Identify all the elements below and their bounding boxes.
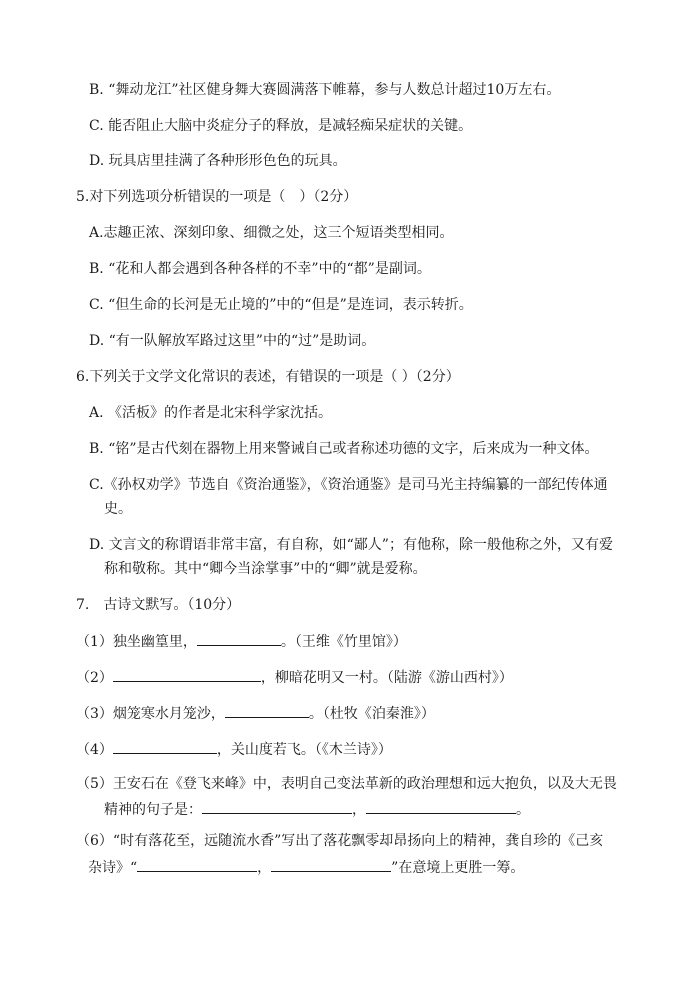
q6-option-b: B. “铭”是古代刻在器物上用来警诫自己或者称述功德的文字，后来成为一种文体。 — [89, 441, 599, 457]
poem-5-blank-2[interactable] — [366, 798, 516, 814]
poem-3-blank[interactable] — [225, 702, 309, 718]
poem-3-prefix: （3）烟笼寒水月笼沙， — [76, 706, 225, 722]
poem-1-blank[interactable] — [197, 630, 281, 646]
poem-2-blank[interactable] — [113, 666, 261, 682]
q5-option-d: D. “有一队解放军路过这里”中的“过”是助词。 — [89, 333, 376, 349]
question-7: 7. 古诗文默写。（10分） — [76, 597, 241, 613]
q4-option-b: B. “舞动龙江”社区健身舞大赛圆满落下帷幕，参与人数总计超过10万左右。 — [89, 82, 561, 98]
q6-option-c-line2: 史。 — [104, 501, 132, 517]
poem-5-prefix: 精神的句子是： — [104, 802, 202, 818]
poem-item-6-line2 — [88, 856, 524, 878]
poem-5-period: 。 — [516, 802, 530, 818]
question-6: 6.下列关于文学文化常识的表述，有错误的一项是（ ）（2分） — [76, 369, 460, 385]
poem-item-1 — [76, 630, 407, 652]
poem-2-suffix: ，柳暗花明又一村。（陆游《游山西村》） — [260, 670, 513, 686]
poem-6-suffix: ”在意境上更胜一筹。 — [391, 860, 525, 876]
poem-5-comma: ， — [352, 802, 366, 818]
poem-4-prefix: （4） — [76, 742, 113, 758]
q4-option-c: C. 能否阻止大脑中炎症分子的释放，是减轻痴呆症状的关键。 — [89, 118, 473, 134]
q4-option-d: D. 玩具店里挂满了各种形形色色的玩具。 — [89, 153, 347, 169]
poem-3-suffix: 。（杜牧《泊秦淮》） — [308, 706, 435, 722]
poem-item-6-line1: （6）“时有落花至，远随流水香”写出了落花飘零却昂扬向上的精神，龚自珍的《己亥 — [76, 833, 604, 849]
q5-option-c: C. “但生命的长河是无止境的”中的“但是”是连词，表示转折。 — [89, 297, 473, 313]
poem-4-suffix: ，关山度若飞。（《木兰诗》） — [216, 742, 392, 758]
question-5: 5.对下列选项分析错误的一项是（ ）（2分） — [76, 189, 358, 205]
q6-option-d-line1: D. 文言文的称谓语非常丰富，有自称，如“鄙人”；有他称，除一般他称之外，又有爱 — [89, 537, 613, 553]
q6-option-d-line2: 称和敬称。其中“卿今当涂掌事”中的“卿”就是爱称。 — [104, 561, 427, 577]
poem-5-blank-1[interactable] — [202, 798, 352, 814]
q6-option-c-line1: C.《孙权劝学》节选自《资治通鉴》，《资治通鉴》是司马光主持编纂的一部纪传体通 — [89, 477, 608, 493]
poem-6-prefix: 杂诗》“ — [88, 860, 138, 876]
q5-option-b: B. “花和人都会遇到各种各样的不幸”中的“都”是副词。 — [89, 261, 431, 277]
poem-6-blank-1[interactable] — [137, 856, 257, 872]
poem-item-2 — [76, 666, 513, 688]
poem-item-3 — [76, 702, 435, 724]
poem-1-prefix: （1）独坐幽篁里， — [76, 634, 197, 650]
q6-option-a: A. 《活板》的作者是北宋科学家沈括。 — [89, 405, 333, 421]
poem-6-blank-2[interactable] — [271, 856, 391, 872]
q5-option-a: A.志趣正浓、深刻印象、细微之处，这三个短语类型相同。 — [89, 225, 454, 241]
poem-item-5-line1: （5）王安石在《登飞来峰》中，表明自己变法革新的政治理想和远大抱负，以及大无畏 — [76, 776, 617, 792]
poem-4-blank[interactable] — [113, 738, 217, 754]
poem-6-comma: ， — [257, 860, 272, 876]
poem-item-5-line2 — [104, 798, 530, 820]
poem-item-4 — [76, 738, 392, 760]
poem-2-prefix: （2） — [76, 670, 113, 686]
poem-1-suffix: 。（王维《竹里馆》） — [280, 634, 407, 650]
